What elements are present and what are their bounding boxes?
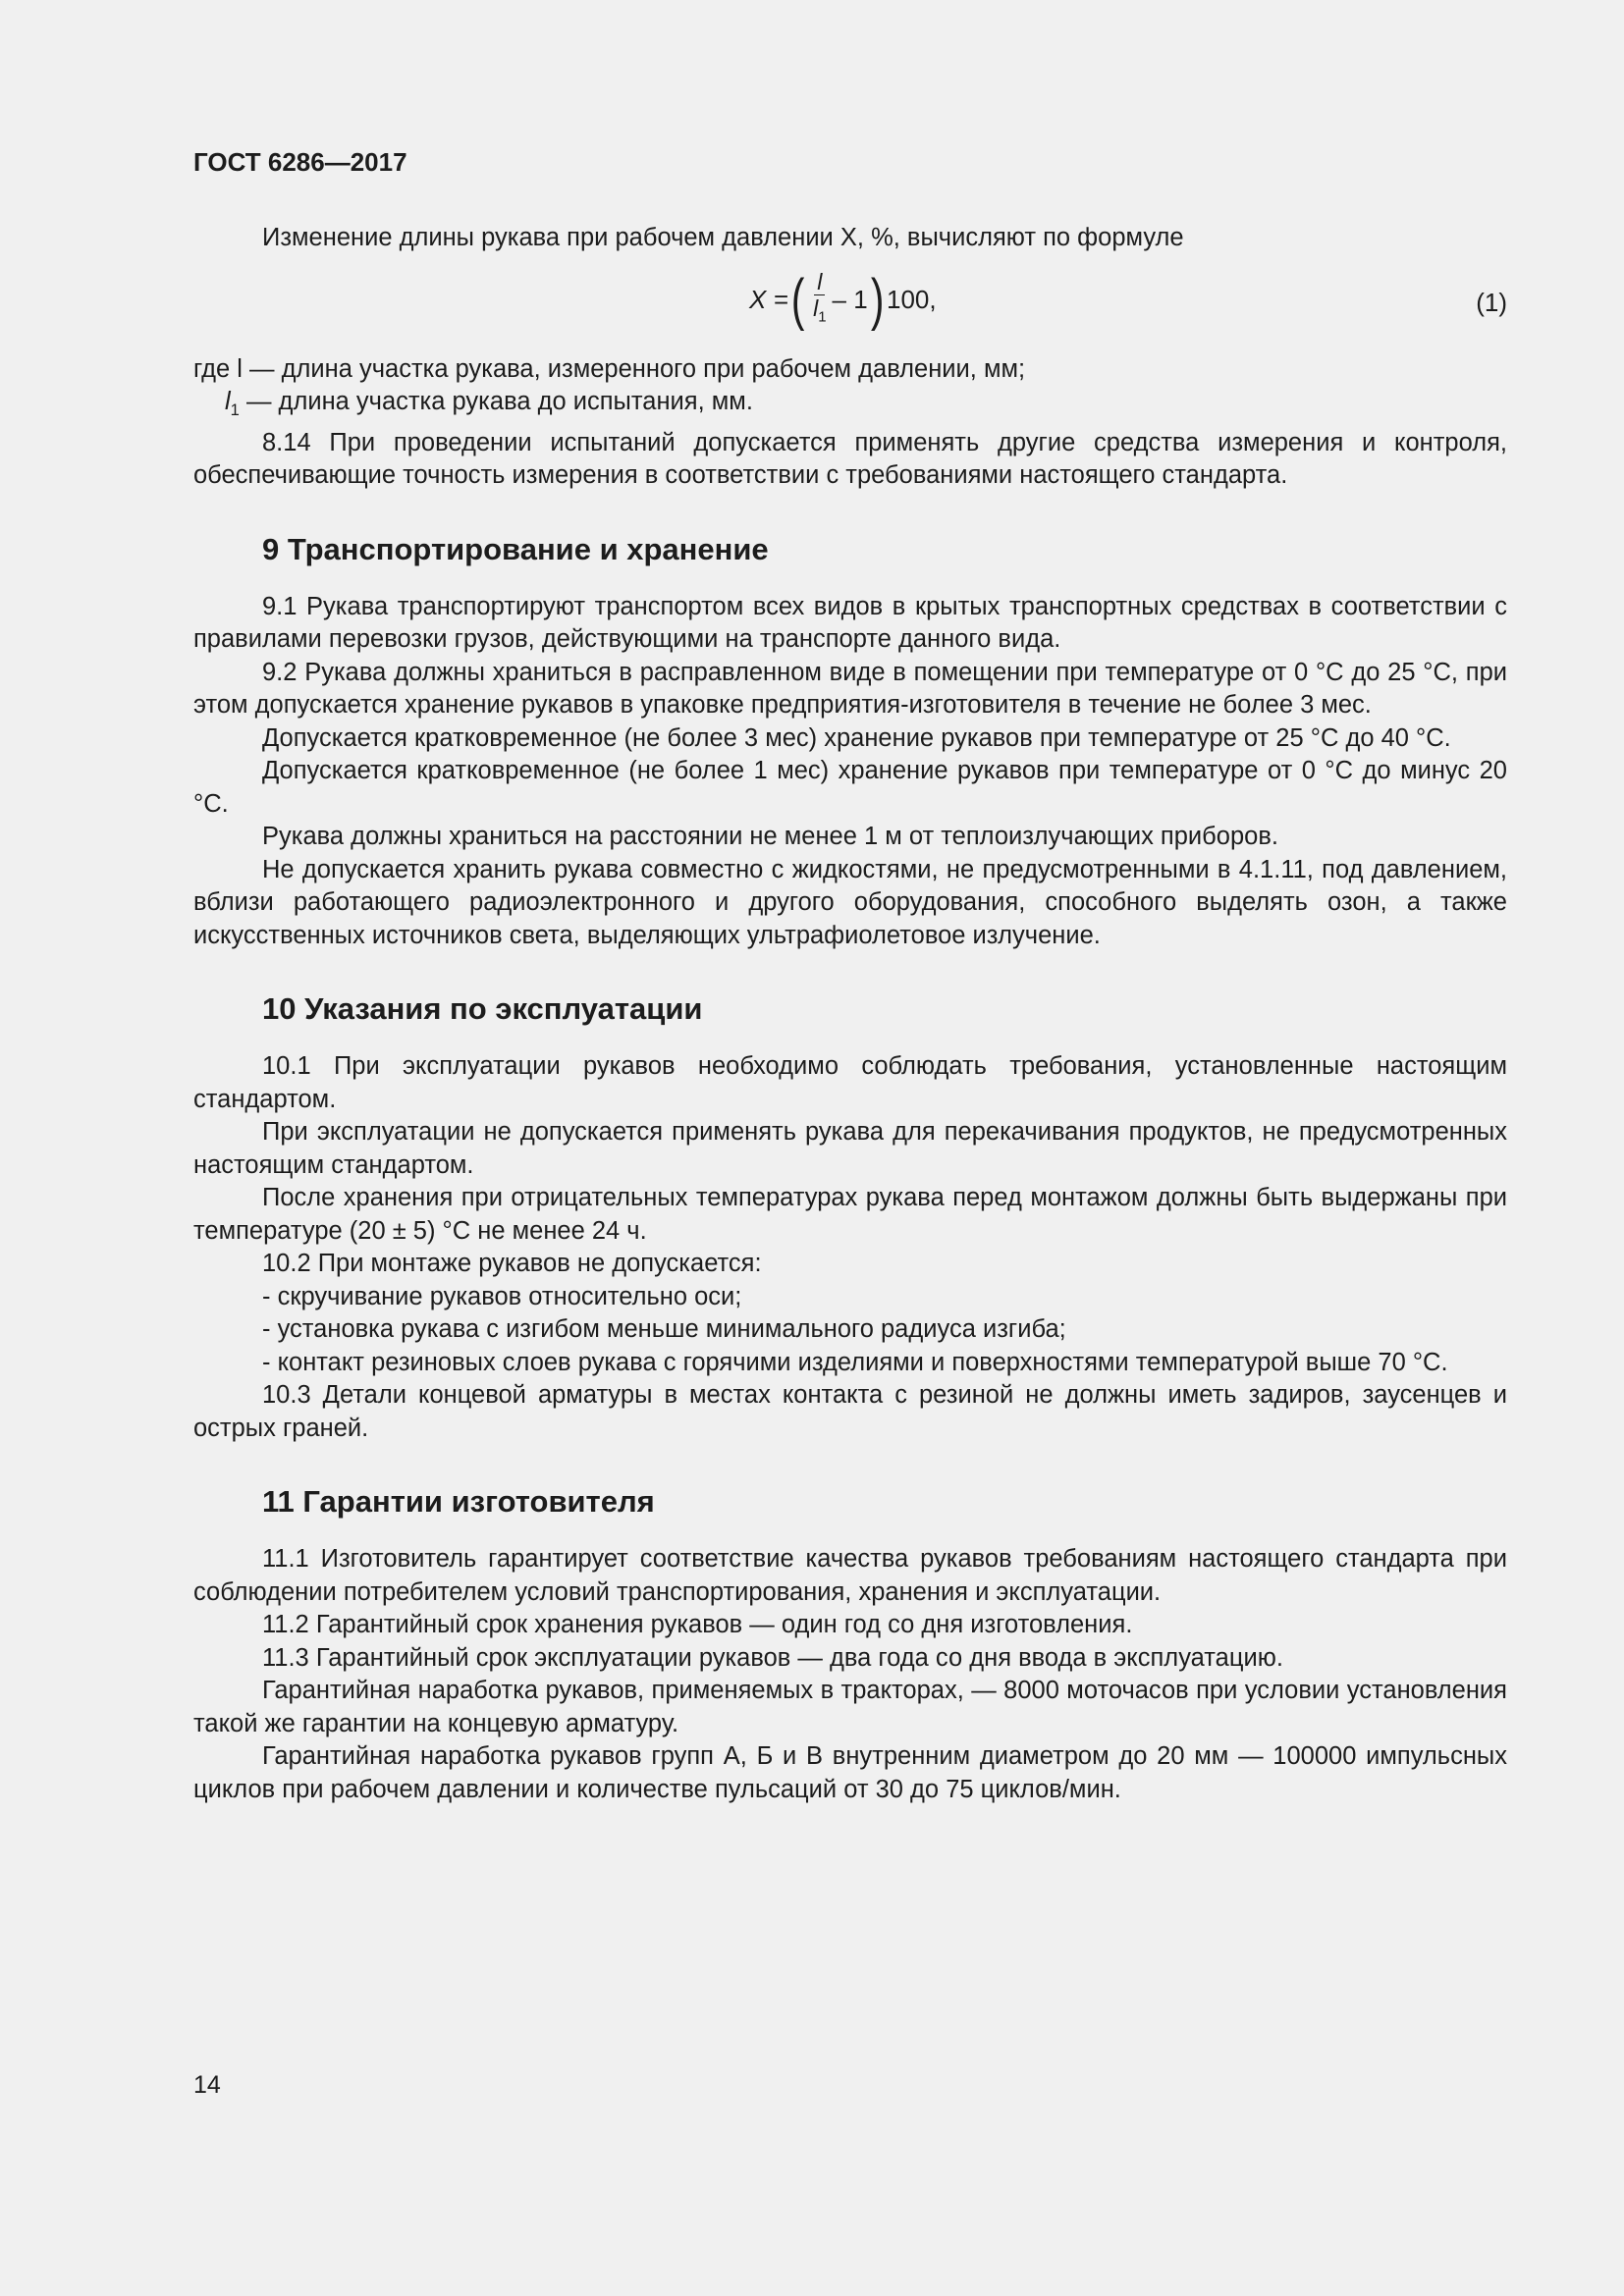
formula-where-l: где l — длина участка рукава, измеренного при рабочем давлении, мм; [193,354,1026,383]
paragraph: Допускается кратковременное (не более 3 мес) хранение рукавов при температуре от 25 °С до 40 °С. [262,723,1451,752]
list-item: - установка рукава с изгибом меньше минимального радиуса изгиба; [262,1315,1066,1344]
formula-minus-one: – 1 [832,284,868,314]
standard-header: ГОСТ 6286—2017 [193,147,407,177]
section-9-title: 9 Транспортирование и хранение [262,531,769,566]
formula-expression [749,269,937,332]
paragraph-8-14: 8.14 При проведении испытаний допускается применять другие средства измерения и контроля, обеспечивающие точность измерения в соответствии с требованиями настоящего стандарта. [193,428,1507,490]
section-11-title: 11 Гарантии изготовителя [262,1484,655,1520]
formula-lhs: X = [749,284,788,314]
paragraph: 9.1 Рукава транспортируют транспортом всех видов в крытых транспортных средствах в соответствии с правилами перевозки грузов, действующими на транспорте данного вида. [193,592,1507,654]
formula-block [193,255,1507,353]
paragraph: 10.2 При монтаже рукавов не допускается: [262,1250,762,1278]
paragraph: Рукава должны храниться на расстоянии не менее 1 м от теплоизлучающих приборов. [262,823,1278,851]
paragraph: Гарантийная наработка рукавов групп А, Б и В внутренним диаметром до 20 мм — 100000 импульсных циклов при рабочем давлении и количестве пульсаций от 30 до 75 циклов/мин. [193,1742,1507,1803]
right-paren: ) [870,267,885,332]
paragraph: 10.1 При эксплуатации рукавов необходимо соблюдать требования, установленные настоящим стандартом. [193,1052,1507,1113]
paragraph: 10.3 Детали концевой арматуры в местах контакта с резиной не должны иметь задиров, заусенцев и острых граней. [193,1381,1507,1442]
paragraph: При эксплуатации не допускается применять рукава для перекачивания продуктов, не предусмотренных настоящим стандартом. [193,1118,1507,1179]
formula-factor: 100, [887,284,937,314]
section-10-title: 10 Указания по эксплуатации [262,991,703,1027]
list-item: - скручивание рукавов относительно оси; [262,1282,742,1310]
paragraph: 11.1 Изготовитель гарантирует соответствие качества рукавов требованиям настоящего стандарта при соблюдении потребителем условий транспортирования, хранения и эксплуатации. [193,1545,1507,1606]
paragraph: Гарантийная наработка рукавов, применяемых в тракторах, — 8000 моточасов при условии установления такой же гарантии на концевую арматуру. [193,1677,1507,1737]
formula-where-l1: $l_1$ — длина участка рукава до испытания, мм. [225,388,753,420]
document-body [193,222,1507,1806]
paragraph: 11.2 Гарантийный срок хранения рукавов — один год со дня изготовления. [262,1611,1133,1639]
page-number: 14 [193,2071,221,2099]
paragraph: Допускается кратковременное (не более 1 мес) хранение рукавов при температуре от 0 °С до минус 20 °С. [193,757,1507,818]
paragraph: 11.3 Гарантийный срок эксплуатации рукавов — два года со дня ввода в эксплуатацию. [262,1643,1283,1672]
left-paren: ( [790,267,805,332]
formula-numerator: l [814,269,825,295]
paragraph: 9.2 Рукава должны храниться в расправленном виде в помещении при температуре от 0 °С до 25 °С, при этом допускается хранение рукавов в упаковке предприятия-изготовителя в течение не более 3 мес. [193,658,1507,720]
list-item: - контакт резиновых слоев рукава с горячими изделиями и поверхностями температурой выше 70 °С. [262,1348,1448,1376]
formula-number: (1) [1476,287,1507,317]
formula-denominator: $l_1$ [813,295,827,326]
formula-intro: Изменение длины рукава при рабочем давлении X, %, вычисляют по формуле [262,224,1184,251]
paragraph: После хранения при отрицательных температурах рукава перед монтажом должны быть выдержаны при температуре (20 ± 5) °С не менее 24 ч. [193,1184,1507,1245]
formula-fraction [813,269,826,331]
paragraph: Не допускается хранить рукава совместно с жидкостями, не предусмотренными в 4.1.11, под давлением, вблизи работающего радиоэлектронного и другого оборудования, способного выделять озон, а также искусственных источников света, выделяющих ультрафиолетовое излучение. [193,855,1507,949]
